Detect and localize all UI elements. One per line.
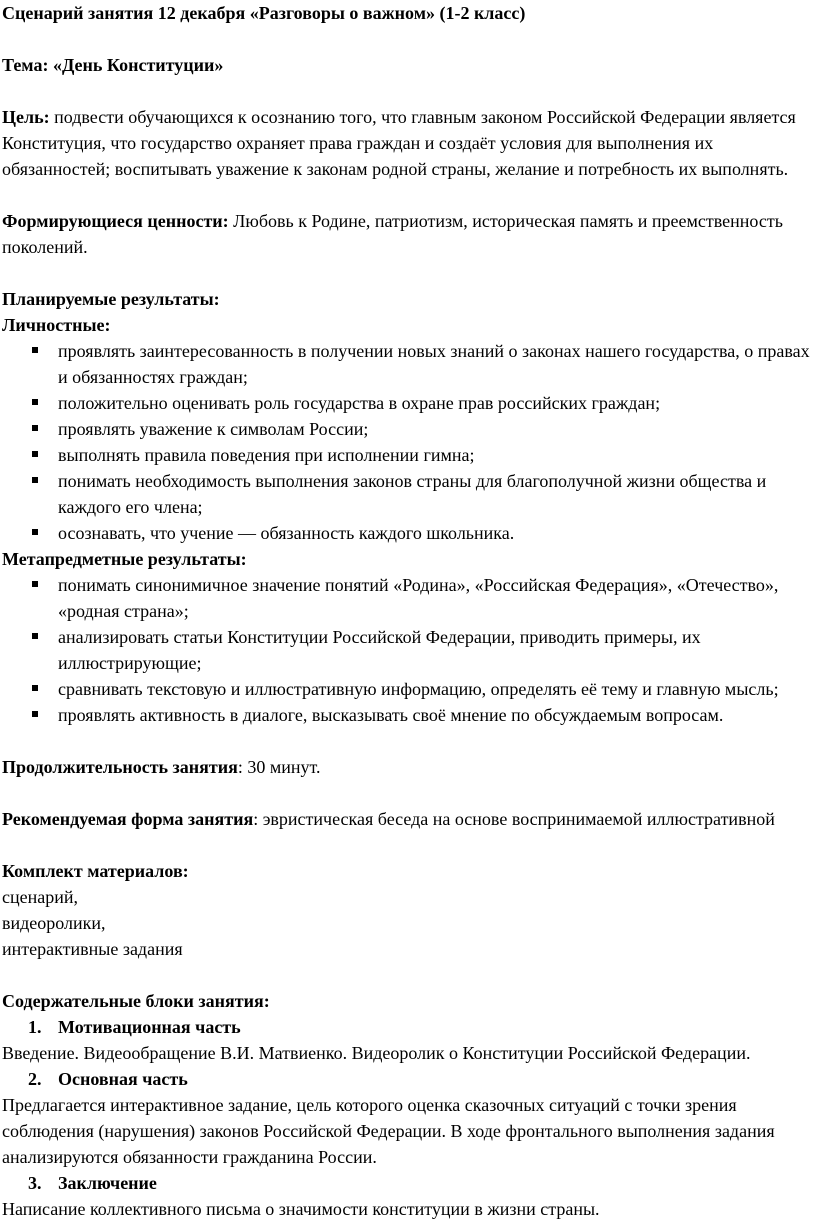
document-title: Сценарий занятия 12 декабря «Разговоры о важном» (1-2 класс): [2, 3, 526, 23]
list-item: проявлять уважение к символам России;: [58, 416, 816, 442]
spacer: [2, 780, 816, 806]
list-item: осознавать, что учение — обязанность каждого школьника.: [58, 520, 816, 546]
meta-results-list: [2, 572, 816, 728]
personal-results-heading: Личностные:: [2, 315, 111, 335]
block-title: [2, 1170, 816, 1196]
goal-text: подвести обучающихся к осознанию того, что главным законом Российской Федерации является Конституция, что государство охраняет права граждан и создаёт условия для выполнения их обязанностей; воспитывать уважение к законам родной страны, желание и потребность их выполнять.: [2, 107, 796, 179]
materials-item: интерактивные задания: [2, 939, 183, 959]
blocks-list: [2, 1066, 816, 1092]
list-item: проявлять заинтересованность в получении новых знаний о законах нашего государства, о правах и обязанностях граждан;: [58, 338, 816, 390]
duration-text: : 30 минут.: [237, 757, 321, 777]
spacer: [2, 962, 816, 988]
personal-results-list: [2, 338, 816, 546]
values-label: Формирующиеся ценности:: [2, 211, 229, 231]
duration-paragraph: [2, 754, 816, 780]
form-label: Рекомендуемая форма занятия: [2, 809, 254, 829]
list-item: проявлять активность в диалоге, высказывать своё мнение по обсуждаемым вопросам.: [58, 702, 816, 728]
block-text: Предлагается интерактивное задание, цель которого оценка сказочных ситуаций с точки зрения соблюдения (нарушения) законов Российской Федерации. В ходе фронтального выполнения задания анализируются обязанности гражданина России.: [2, 1095, 775, 1167]
results-heading: Планируемые результаты:: [2, 289, 220, 309]
blocks-heading: Содержательные блоки занятия:: [2, 991, 270, 1011]
block-title-text: Заключение: [58, 1173, 157, 1193]
block-number: 3.: [28, 1173, 42, 1193]
materials-item: видеоролики,: [2, 913, 106, 933]
list-item: выполнять правила поведения при исполнении гимна;: [58, 442, 816, 468]
list-item: понимать необходимость выполнения законов страны для благополучной жизни общества и каждого его члена;: [58, 468, 816, 520]
spacer: [2, 78, 816, 104]
values-paragraph: [2, 208, 816, 260]
block-number: 1.: [28, 1017, 42, 1037]
spacer: [2, 26, 816, 52]
block-title-text: Мотивационная часть: [58, 1017, 241, 1037]
block-text: Написание коллективного письма о значимости конституции в жизни страны.: [2, 1199, 600, 1219]
block-title: [2, 1014, 816, 1040]
goal-paragraph: [2, 104, 816, 182]
duration-label: Продолжительность занятия: [2, 757, 238, 777]
block-title: [2, 1066, 816, 1092]
list-item: сравнивать текстовую и иллюстративную информацию, определять её тему и главную мысль;: [58, 676, 816, 702]
blocks-list: [2, 1170, 816, 1196]
values-text: Любовь к Родине, патриотизм, историческая память и преемственность поколений.: [2, 211, 783, 257]
block-number: 2.: [28, 1069, 42, 1089]
block-title-text: Основная часть: [58, 1069, 188, 1089]
spacer: [2, 728, 816, 754]
materials-heading: Комплект материалов:: [2, 861, 189, 881]
blocks-list: [2, 1014, 816, 1040]
list-item: понимать синонимичное значение понятий «Родина», «Российская Федерация», «Отечество», «родная страна»;: [58, 572, 816, 624]
materials-item: сценарий,: [2, 887, 78, 907]
spacer: [2, 832, 816, 858]
topic-line: Тема: «День Конституции»: [2, 55, 224, 75]
form-text: : эвристическая беседа на основе воспринимаемой иллюстративной: [253, 809, 775, 829]
spacer: [2, 182, 816, 208]
list-item: положительно оценивать роль государства в охране прав российских граждан;: [58, 390, 816, 416]
goal-label: Цель:: [2, 107, 50, 127]
spacer: [2, 260, 816, 286]
form-paragraph: [2, 806, 816, 832]
list-item: анализировать статьи Конституции Российской Федерации, приводить примеры, их иллюстрирующие;: [58, 624, 816, 676]
meta-results-heading: Метапредметные результаты:: [2, 549, 247, 569]
block-text: Введение. Видеообращение В.И. Матвиенко. Видеоролик о Конституции Российской Федерации.: [2, 1043, 751, 1063]
